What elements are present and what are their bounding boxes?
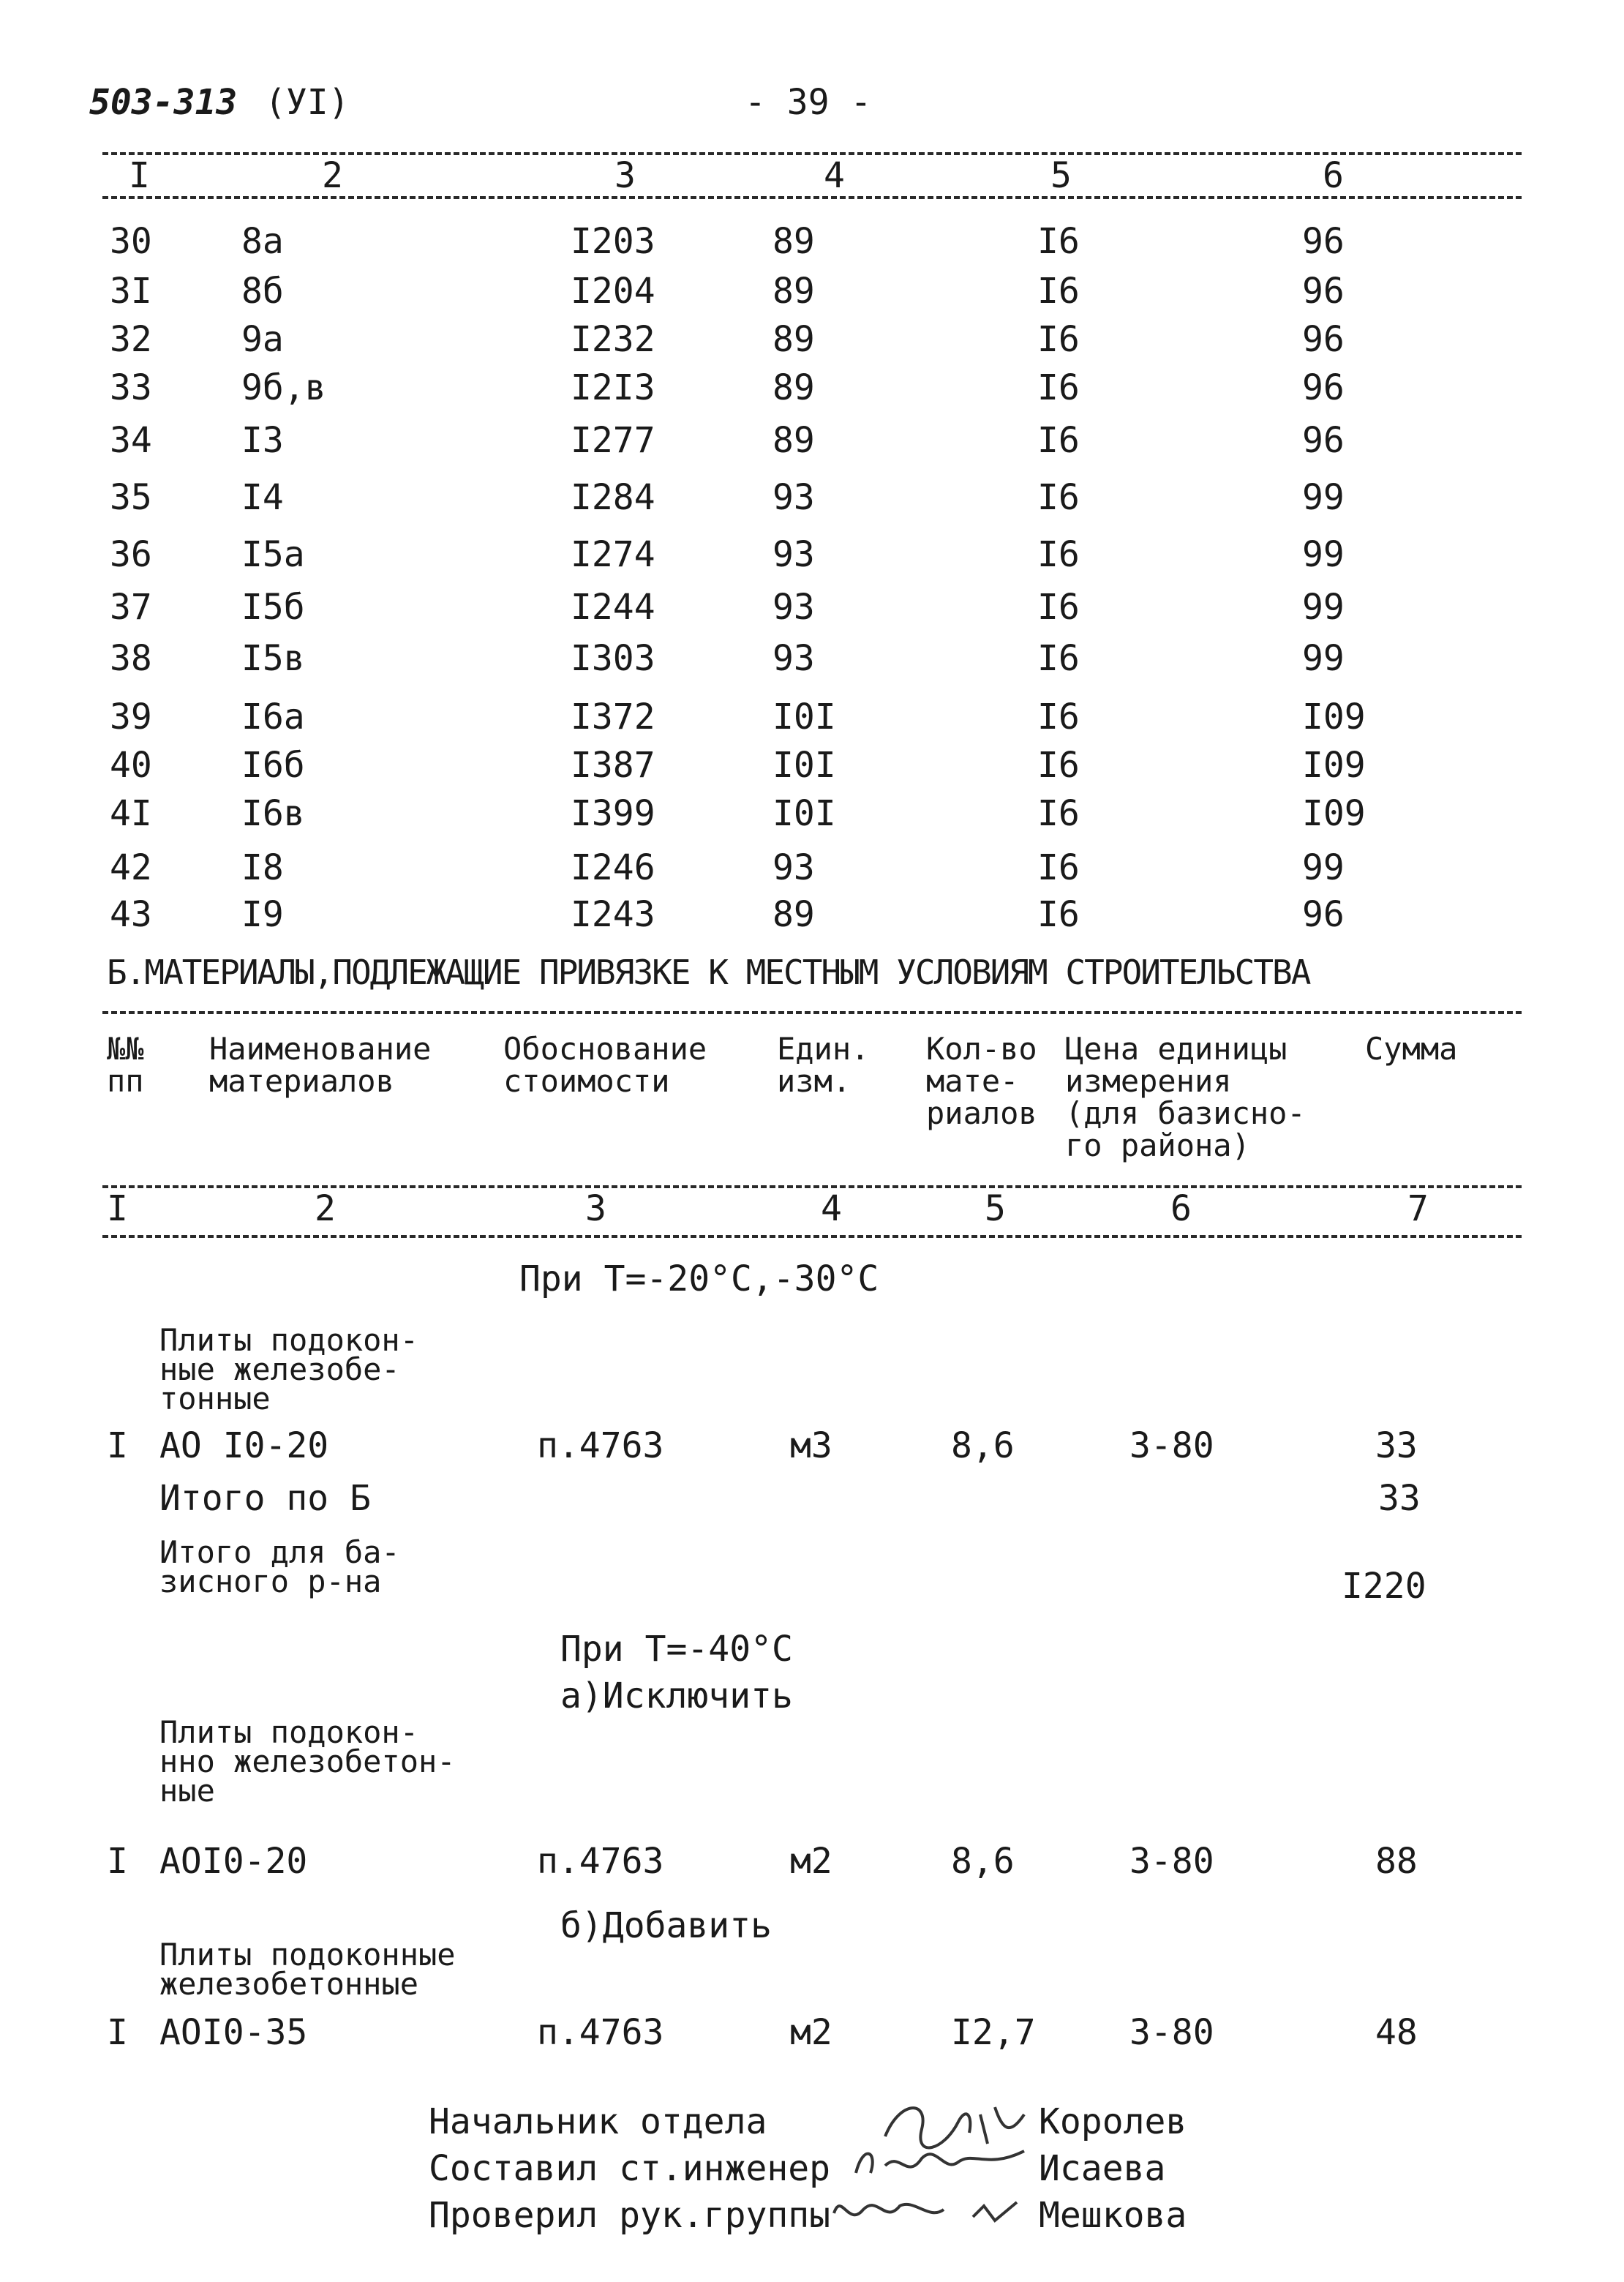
table-cell: 9б,в xyxy=(241,367,326,408)
column-header: материалов xyxy=(209,1063,394,1099)
row-number: 37 xyxy=(110,587,152,628)
table-cell: 8а xyxy=(241,221,284,262)
table-cell: I6 xyxy=(1037,367,1080,408)
divider xyxy=(102,1235,1522,1238)
table-cell: 89 xyxy=(772,367,815,408)
signatory-name: Мешкова xyxy=(1039,2195,1187,2236)
table-cell: I6 xyxy=(1037,697,1080,737)
table-cell: 8б xyxy=(241,271,284,312)
column-number: 7 xyxy=(1407,1188,1429,1229)
row-number: 30 xyxy=(110,221,152,262)
column-number: 4 xyxy=(824,155,845,196)
condition-20-30: При Т=-20°С,-30°С xyxy=(519,1258,879,1299)
divider xyxy=(102,152,1522,155)
table-cell: I6б xyxy=(241,745,305,786)
column-header: Обоснование xyxy=(503,1031,707,1067)
table-cell: I5а xyxy=(241,534,305,575)
total-b-label: Итого по Б xyxy=(159,1478,371,1519)
table-cell: I2I3 xyxy=(571,367,655,408)
table-cell: 99 xyxy=(1302,587,1345,628)
column-header: го района) xyxy=(1065,1127,1250,1163)
item-mark: АОI0-20 xyxy=(159,1841,308,1882)
table-cell: I09 xyxy=(1302,793,1366,834)
table-cell: 99 xyxy=(1302,477,1345,518)
table-cell: I6 xyxy=(1037,420,1080,461)
section-b-title: Б.МАТЕРИАЛЫ,ПОДЛЕЖАЩИЕ ПРИВЯЗКЕ К МЕСТНЫМ УСЛОВИЯМ СТРОИТЕЛЬСТВА xyxy=(107,953,1310,992)
table-cell: I6 xyxy=(1037,894,1080,935)
column-number: 2 xyxy=(322,155,343,196)
column-header: Един. xyxy=(777,1031,870,1067)
table-cell: I6 xyxy=(1037,534,1080,575)
row-number: 42 xyxy=(110,847,152,888)
item-mark: АО I0-20 xyxy=(159,1425,329,1466)
item-sum: 48 xyxy=(1375,2012,1418,2053)
table-cell: I0I xyxy=(772,697,836,737)
signatory-role: Начальник отдела xyxy=(429,2101,767,2142)
table-cell: I6в xyxy=(241,793,305,834)
item-basis: п.4763 xyxy=(537,2012,664,2053)
material-name-line: ные xyxy=(159,1773,215,1809)
table-cell: I4 xyxy=(241,477,284,518)
column-header: Кол-во xyxy=(926,1031,1037,1067)
column-header: измерения xyxy=(1065,1063,1232,1099)
item-quantity: 8,6 xyxy=(951,1841,1015,1882)
doc-section: (УI) xyxy=(265,82,350,123)
item-mark: АОI0-35 xyxy=(159,2012,308,2053)
table-cell: I203 xyxy=(571,221,655,262)
column-number: 6 xyxy=(1323,155,1344,196)
item-unit: м2 xyxy=(790,1841,832,1882)
table-cell: I6 xyxy=(1037,745,1080,786)
table-cell: 93 xyxy=(772,847,815,888)
table-cell: I6 xyxy=(1037,271,1080,312)
table-cell: I246 xyxy=(571,847,655,888)
material-name-line: Итого для ба- xyxy=(159,1534,400,1570)
row-number: 32 xyxy=(110,319,152,360)
table-cell: 93 xyxy=(772,477,815,518)
row-number: 39 xyxy=(110,697,152,737)
table-cell: 89 xyxy=(772,221,815,262)
table-cell: 99 xyxy=(1302,847,1345,888)
table-cell: I6 xyxy=(1037,221,1080,262)
column-header: Сумма xyxy=(1365,1031,1458,1067)
column-number: 4 xyxy=(821,1188,842,1229)
page-number: - 39 - xyxy=(745,82,872,123)
table-cell: 96 xyxy=(1302,221,1345,262)
column-number: 3 xyxy=(585,1188,606,1229)
table-cell: 96 xyxy=(1302,271,1345,312)
item-unit-price: 3-80 xyxy=(1129,2012,1214,2053)
table-cell: I6 xyxy=(1037,319,1080,360)
divider xyxy=(102,1011,1522,1014)
add-label: б)Добавить xyxy=(560,1905,772,1946)
material-name-line: железобетонные xyxy=(159,1966,419,2002)
divider xyxy=(102,196,1522,199)
table-cell: 89 xyxy=(772,271,815,312)
column-number: I xyxy=(107,1188,128,1229)
material-name-line: тонные xyxy=(159,1381,271,1416)
table-cell: 96 xyxy=(1302,367,1345,408)
row-number: 4I xyxy=(110,793,152,834)
row-number: 38 xyxy=(110,638,152,679)
item-sum: 33 xyxy=(1375,1425,1418,1466)
item-basis: п.4763 xyxy=(537,1425,664,1466)
table-cell: 99 xyxy=(1302,534,1345,575)
column-header: риалов xyxy=(926,1095,1037,1131)
signatory-role: Составил ст.инженер xyxy=(429,2148,831,2189)
signatory-name: Исаева xyxy=(1039,2148,1166,2189)
table-cell: 93 xyxy=(772,587,815,628)
table-cell: I6 xyxy=(1037,847,1080,888)
row-number: 43 xyxy=(110,894,152,935)
table-cell: I6 xyxy=(1037,477,1080,518)
item-unit-price: 3-80 xyxy=(1129,1841,1214,1882)
signatory-role: Проверил рук.группы xyxy=(429,2195,831,2236)
material-name-line: ные железобе- xyxy=(159,1351,400,1387)
material-name-line: Плиты подокон- xyxy=(159,1714,419,1750)
table-cell: I284 xyxy=(571,477,655,518)
table-cell: I6а xyxy=(241,697,305,737)
item-unit-price: 3-80 xyxy=(1129,1425,1214,1466)
column-number: 2 xyxy=(315,1188,336,1229)
table-cell: 89 xyxy=(772,420,815,461)
row-number: 35 xyxy=(110,477,152,518)
table-cell: 9а xyxy=(241,319,284,360)
table-cell: I243 xyxy=(571,894,655,935)
column-number: 5 xyxy=(1050,155,1072,196)
column-header: Наименование xyxy=(209,1031,432,1067)
row-number: 36 xyxy=(110,534,152,575)
table-cell: 93 xyxy=(772,534,815,575)
column-number: 5 xyxy=(985,1188,1006,1229)
row-number: 33 xyxy=(110,367,152,408)
doc-code: 503-313 xyxy=(89,82,238,123)
table-cell: I5в xyxy=(241,638,305,679)
table-cell: I372 xyxy=(571,697,655,737)
exclude-label: а)Исключить xyxy=(560,1675,793,1716)
table-cell: I244 xyxy=(571,587,655,628)
total-b-value: 33 xyxy=(1378,1478,1421,1519)
item-unit: м2 xyxy=(790,2012,832,2053)
material-name-line: зисного р-на xyxy=(159,1564,382,1599)
item-number: I xyxy=(107,1425,128,1466)
column-header: пп xyxy=(107,1063,144,1099)
column-header: стоимости xyxy=(503,1063,670,1099)
table-cell: 96 xyxy=(1302,894,1345,935)
table-cell: I277 xyxy=(571,420,655,461)
handwritten-signature-2 xyxy=(849,2136,1039,2188)
table-cell: I0I xyxy=(772,793,836,834)
condition-40: При Т=-40°С xyxy=(560,1629,793,1670)
material-name-line: Плиты подокон- xyxy=(159,1322,419,1358)
table-cell: I6 xyxy=(1037,587,1080,628)
table-cell: 89 xyxy=(772,894,815,935)
table-cell: I6 xyxy=(1037,638,1080,679)
table-cell: I274 xyxy=(571,534,655,575)
material-name-line: нно железобетон- xyxy=(159,1744,456,1779)
item-quantity: 8,6 xyxy=(951,1425,1015,1466)
table-cell: I204 xyxy=(571,271,655,312)
table-cell: I0I xyxy=(772,745,836,786)
column-header: мате- xyxy=(926,1063,1019,1099)
table-cell: 93 xyxy=(772,638,815,679)
item-quantity: I2,7 xyxy=(951,2012,1036,2053)
column-header: изм. xyxy=(777,1063,852,1099)
total-base-value: I220 xyxy=(1342,1566,1426,1607)
table-cell: I3 xyxy=(241,420,284,461)
item-unit: м3 xyxy=(790,1425,832,1466)
item-number: I xyxy=(107,2012,128,2053)
table-cell: I5б xyxy=(241,587,305,628)
row-number: 40 xyxy=(110,745,152,786)
signatory-name: Королев xyxy=(1039,2101,1187,2142)
item-basis: п.4763 xyxy=(537,1841,664,1882)
table-cell: 96 xyxy=(1302,319,1345,360)
column-header: №№ xyxy=(107,1031,144,1067)
table-cell: 89 xyxy=(772,319,815,360)
table-cell: I8 xyxy=(241,847,284,888)
row-number: 3I xyxy=(110,271,152,312)
column-header: (для базисно- xyxy=(1065,1095,1306,1131)
table-cell: I399 xyxy=(571,793,655,834)
table-cell: I09 xyxy=(1302,697,1366,737)
item-sum: 88 xyxy=(1375,1841,1418,1882)
column-number: 3 xyxy=(614,155,636,196)
table-cell: I232 xyxy=(571,319,655,360)
table-cell: 96 xyxy=(1302,420,1345,461)
table-cell: I9 xyxy=(241,894,284,935)
table-cell: I303 xyxy=(571,638,655,679)
table-cell: I6 xyxy=(1037,793,1080,834)
table-cell: I09 xyxy=(1302,745,1366,786)
item-number: I xyxy=(107,1841,128,1882)
material-name-line: Плиты подоконные xyxy=(159,1937,456,1973)
row-number: 34 xyxy=(110,420,152,461)
table-cell: I387 xyxy=(571,745,655,786)
column-header: Цена единицы xyxy=(1065,1031,1287,1067)
column-number: 6 xyxy=(1170,1188,1192,1229)
column-number: I xyxy=(129,155,150,196)
table-cell: 99 xyxy=(1302,638,1345,679)
handwritten-signature-3 xyxy=(827,2184,1039,2235)
